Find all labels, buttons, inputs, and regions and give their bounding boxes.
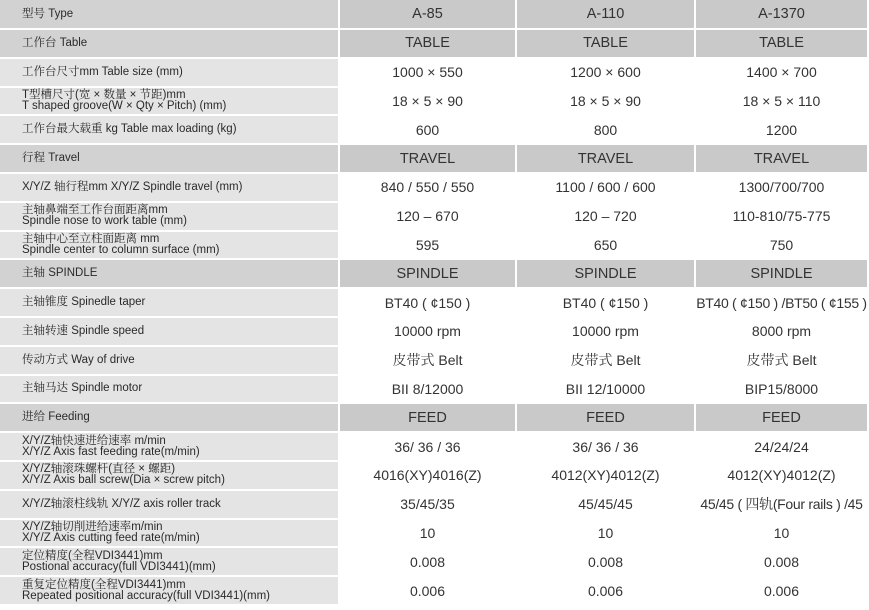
value-cell-model-3: 110-810/75-775 — [696, 203, 869, 232]
value-cell-model-1: 0.006 — [340, 577, 517, 606]
value-cell-model-2: 4012(XY)4012(Z) — [517, 462, 696, 491]
value-cell-model-2: 皮带式 Belt — [517, 347, 696, 376]
row-label — [0, 577, 340, 606]
row-label-primary: 工作台 Table — [22, 36, 88, 49]
value-cell-model-2: FEED — [517, 404, 696, 433]
spec-row — [0, 491, 869, 520]
row-label-secondary: X/Y/Z Axis fast feeding rate(m/min) — [22, 445, 200, 458]
value-cell-model-3: 皮带式 Belt — [696, 347, 869, 376]
row-label — [0, 318, 340, 347]
section-row — [0, 145, 869, 174]
value-cell-model-3: 0.008 — [696, 548, 869, 577]
value-cell-model-1: TABLE — [340, 30, 517, 59]
value-cell-model-2: 10 — [517, 520, 696, 549]
value-cell-model-1: SPINDLE — [340, 260, 517, 289]
row-label — [0, 289, 340, 318]
row-label-primary: 进给 Feeding — [22, 411, 90, 424]
spec-row — [0, 289, 869, 318]
value-cell-model-3: FEED — [696, 404, 869, 433]
value-cell-model-2: TABLE — [517, 30, 696, 59]
model-a85: A-85 — [340, 0, 517, 30]
value-cell-model-3: BT40 ( ¢150 ) /BT50 ( ¢155 ) — [696, 289, 869, 318]
row-label — [0, 548, 340, 577]
spec-row — [0, 318, 869, 347]
row-label-secondary: T shaped groove(W × Qty × Pitch) (mm) — [22, 99, 227, 112]
row-label — [0, 116, 340, 145]
value-cell-model-1: BII 8/12000 — [340, 376, 517, 405]
row-label — [0, 376, 340, 405]
row-label-primary: X/Y/Z 轴行程mm X/Y/Z Spindle travel (mm) — [22, 180, 243, 193]
value-cell-model-1: 840 / 550 / 550 — [340, 174, 517, 203]
spec-row — [0, 174, 869, 203]
value-cell-model-1: 皮带式 Belt — [340, 347, 517, 376]
value-cell-model-2: 800 — [517, 116, 696, 145]
row-label-primary: X/Y/Z轴切削进给速率m/min — [22, 520, 163, 533]
row-label — [0, 145, 340, 174]
row-label — [0, 232, 340, 261]
row-label-primary: X/Y/Z轴滚柱线轨 X/Y/Z axis roller track — [22, 497, 221, 510]
value-cell-model-2: BII 12/10000 — [517, 376, 696, 405]
value-cell-model-3: 4012(XY)4012(Z) — [696, 462, 869, 491]
row-label-primary: X/Y/Z轴快速进给速率 m/min — [22, 434, 166, 447]
row-label-primary: 重复定位精度(全程VDI3441)mm — [22, 578, 186, 591]
row-label-primary: 主轴鼻端至工作台面距离mm — [22, 204, 168, 217]
spec-row — [0, 232, 869, 261]
row-label — [0, 462, 340, 491]
row-label — [0, 260, 340, 289]
row-label — [0, 88, 340, 117]
value-cell-model-1: 120 – 670 — [340, 203, 517, 232]
value-cell-model-2: TRAVEL — [517, 145, 696, 174]
spec-row — [0, 203, 869, 232]
value-cell-model-3: 24/24/24 — [696, 433, 869, 462]
model-a110: A-110 — [517, 0, 696, 30]
row-label — [0, 30, 340, 59]
value-cell-model-3: 18 × 5 × 110 — [696, 88, 869, 117]
row-label-secondary: Repeated positional accuracy(full VDI3441)(mm) — [22, 589, 270, 602]
section-row — [0, 260, 869, 289]
row-label-primary: 主轴 SPINDLE — [22, 267, 98, 280]
value-cell-model-3: 1400 × 700 — [696, 59, 869, 88]
value-cell-model-2: 1100 / 600 / 600 — [517, 174, 696, 203]
value-cell-model-1: 18 × 5 × 90 — [340, 88, 517, 117]
value-cell-model-3: 750 — [696, 232, 869, 261]
row-label-secondary: Postional accuracy(full VDI3441)(mm) — [22, 560, 216, 573]
value-cell-model-3: 1200 — [696, 116, 869, 145]
spec-row — [0, 59, 869, 88]
row-label — [0, 404, 340, 433]
row-label — [0, 433, 340, 462]
row-label-primary: X/Y/Z轴滚珠螺杆(直径 × 螺距) — [22, 463, 176, 476]
spec-row — [0, 116, 869, 145]
header-row — [0, 0, 869, 30]
row-label-secondary: X/Y/Z Axis cutting feed rate(m/min) — [22, 531, 200, 544]
row-label-secondary: Spindle nose to work table (mm) — [22, 215, 187, 228]
row-label-primary: 主轴锥度 Spinedle taper — [22, 296, 146, 309]
row-label-primary: T型槽尺寸(宽 × 数量 × 节距)mm — [22, 88, 186, 101]
value-cell-model-2: 10000 rpm — [517, 318, 696, 347]
row-label — [0, 347, 340, 376]
section-row — [0, 30, 869, 59]
value-cell-model-2: BT40 ( ¢150 ) — [517, 289, 696, 318]
value-cell-model-1: TRAVEL — [340, 145, 517, 174]
spec-row — [0, 347, 869, 376]
row-label-secondary: Spindle center to column surface (mm) — [22, 243, 220, 256]
row-label — [0, 59, 340, 88]
row-label — [0, 491, 340, 520]
value-cell-model-3: TRAVEL — [696, 145, 869, 174]
value-cell-model-3: TABLE — [696, 30, 869, 59]
value-cell-model-2: 650 — [517, 232, 696, 261]
row-label-primary: 主轴转速 Spindle speed — [22, 324, 145, 337]
value-cell-model-2: 1200 × 600 — [517, 59, 696, 88]
value-cell-model-3: 0.006 — [696, 577, 869, 606]
spec-row — [0, 520, 869, 549]
value-cell-model-2: 18 × 5 × 90 — [517, 88, 696, 117]
row-label — [0, 520, 340, 549]
row-label-secondary: X/Y/Z Axis ball screw(Dia × screw pitch) — [22, 474, 225, 487]
row-label-primary: 工作台尺寸mm Table size (mm) — [22, 65, 183, 78]
spec-row — [0, 88, 869, 117]
section-row — [0, 404, 869, 433]
row-label-primary: 行程 Travel — [22, 152, 80, 165]
value-cell-model-1: 600 — [340, 116, 517, 145]
row-label-primary: 主轴中心至立柱面距离 mm — [22, 232, 160, 245]
value-cell-model-3: 10 — [696, 520, 869, 549]
value-cell-model-2: 0.008 — [517, 548, 696, 577]
row-label-primary: 传动方式 Way of drive — [22, 353, 135, 366]
value-cell-model-1: 35/45/35 — [340, 491, 517, 520]
row-label-primary: 工作台最大载重 kg Table max loading (kg) — [22, 123, 237, 136]
header-label: 型号 Type — [0, 0, 340, 30]
spec-row — [0, 433, 869, 462]
row-label-primary: 定位精度(全程VDI3441)mm — [22, 549, 163, 562]
value-cell-model-1: 4016(XY)4016(Z) — [340, 462, 517, 491]
value-cell-model-2: 0.006 — [517, 577, 696, 606]
spec-row — [0, 577, 869, 606]
spec-row — [0, 462, 869, 491]
model-a1370: A-1370 — [696, 0, 869, 30]
value-cell-model-1: 595 — [340, 232, 517, 261]
value-cell-model-1: 1000 × 550 — [340, 59, 517, 88]
value-cell-model-1: BT40 ( ¢150 ) — [340, 289, 517, 318]
value-cell-model-1: 0.008 — [340, 548, 517, 577]
value-cell-model-3: SPINDLE — [696, 260, 869, 289]
row-label-primary: 主轴马达 Spindle motor — [22, 382, 143, 395]
row-label — [0, 203, 340, 232]
spec-row — [0, 376, 869, 405]
value-cell-model-2: 45/45/45 — [517, 491, 696, 520]
spec-row — [0, 548, 869, 577]
value-cell-model-1: 10 — [340, 520, 517, 549]
value-cell-model-2: SPINDLE — [517, 260, 696, 289]
value-cell-model-2: 36/ 36 / 36 — [517, 433, 696, 462]
value-cell-model-1: 36/ 36 / 36 — [340, 433, 517, 462]
value-cell-model-1: 10000 rpm — [340, 318, 517, 347]
value-cell-model-1: FEED — [340, 404, 517, 433]
value-cell-model-3: BIP15/8000 — [696, 376, 869, 405]
value-cell-model-2: 120 – 720 — [517, 203, 696, 232]
value-cell-model-3: 45/45 ( 四轨(Four rails ) /45 — [696, 491, 869, 520]
row-label — [0, 174, 340, 203]
value-cell-model-3: 1300/700/700 — [696, 174, 869, 203]
value-cell-model-3: 8000 rpm — [696, 318, 869, 347]
